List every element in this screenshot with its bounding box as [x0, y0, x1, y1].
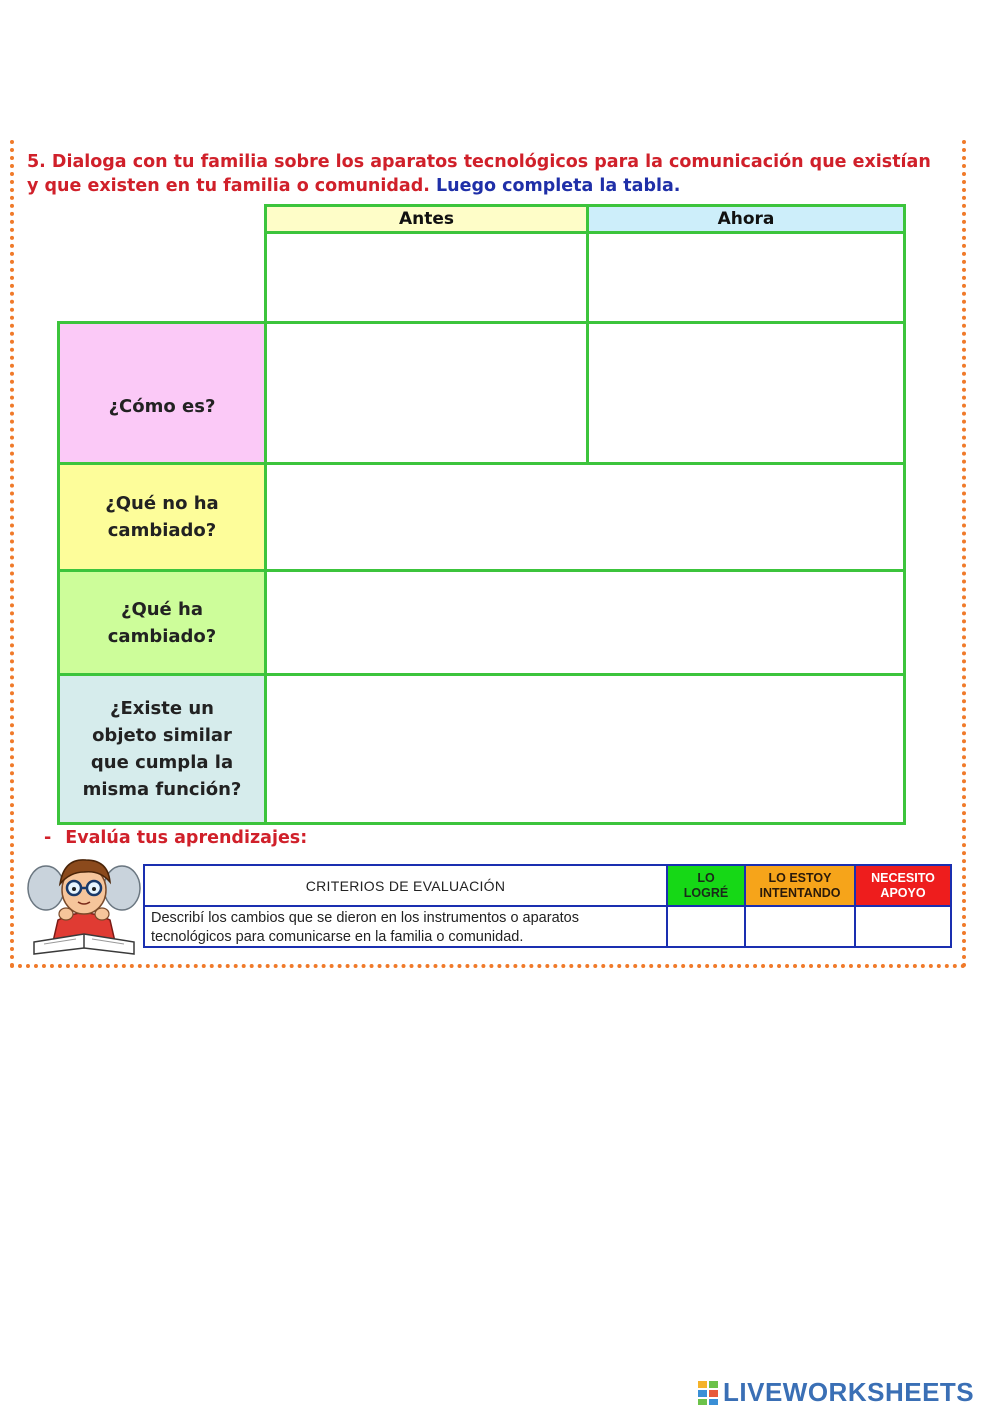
level-logre-text: LO LOGRÉ — [683, 870, 729, 900]
row-label-no-cambiado-text: ¿Qué no ha cambiado? — [105, 493, 219, 541]
criteria-header — [143, 864, 668, 907]
liveworksheets-logo — [697, 1377, 974, 1408]
no-cambiado-input[interactable] — [264, 462, 906, 572]
instruction-complete: Luego completa la tabla. — [435, 176, 681, 196]
row-label-como-es — [57, 321, 267, 465]
row-label-cambiado — [57, 569, 267, 676]
row-label-cambiado-text: ¿Qué ha cambiado? — [107, 598, 217, 647]
evaluation-title: - Evalúa tus aprendizajes: — [44, 828, 308, 848]
liveworksheets-text: LIVEWORKSHEETS — [723, 1377, 975, 1407]
header-ahora-label: Ahora — [717, 209, 775, 229]
como-es-ahora-input[interactable] — [586, 321, 906, 465]
level-apoyo-header — [854, 864, 952, 907]
drawing-antes-input[interactable] — [264, 231, 589, 324]
como-es-antes-input[interactable] — [264, 321, 589, 465]
header-ahora — [586, 204, 906, 234]
header-antes-label: Antes — [398, 209, 455, 229]
row-label-similar — [57, 673, 267, 825]
criterion-description — [143, 905, 668, 948]
level-intentando-header — [744, 864, 856, 907]
criteria-header-text: CRITERIOS DE EVALUACIÓN — [305, 877, 506, 894]
apoyo-checkbox-cell[interactable] — [854, 905, 952, 948]
instruction-main: 5. Dialoga con tu familia sobre los aparatos tecnológicos para la comunicación que existían y que existen en tu familia o comunidad. — [27, 152, 931, 196]
instruction-text — [27, 150, 947, 198]
criterion-description-text: Describí los cambios que se dieron en los instrumentos o aparatos tecnológicos para comunicarse en la familia o comunidad. — [151, 910, 579, 945]
evaluation-title-text: Evalúa tus aprendizajes: — [65, 828, 308, 848]
row-label-como-es-text: ¿Cómo es? — [108, 395, 216, 417]
similar-input[interactable] — [264, 673, 906, 825]
child-reading-illustration — [24, 850, 144, 958]
cambiado-input[interactable] — [264, 569, 906, 676]
liveworksheets-mark-icon — [697, 1380, 719, 1406]
drawing-ahora-input[interactable] — [586, 231, 906, 324]
header-antes — [264, 204, 589, 234]
level-apoyo-text: NECESITO APOYO — [871, 870, 935, 900]
logre-checkbox-cell[interactable] — [666, 905, 746, 948]
row-label-similar-text: ¿Existe un objeto similar que cumpla la misma función? — [82, 698, 242, 800]
row-label-no-cambiado — [57, 462, 267, 572]
level-intentando-text: LO ESTOY INTENTANDO — [759, 870, 841, 900]
level-logre-header — [666, 864, 746, 907]
intentando-checkbox-cell[interactable] — [744, 905, 856, 948]
